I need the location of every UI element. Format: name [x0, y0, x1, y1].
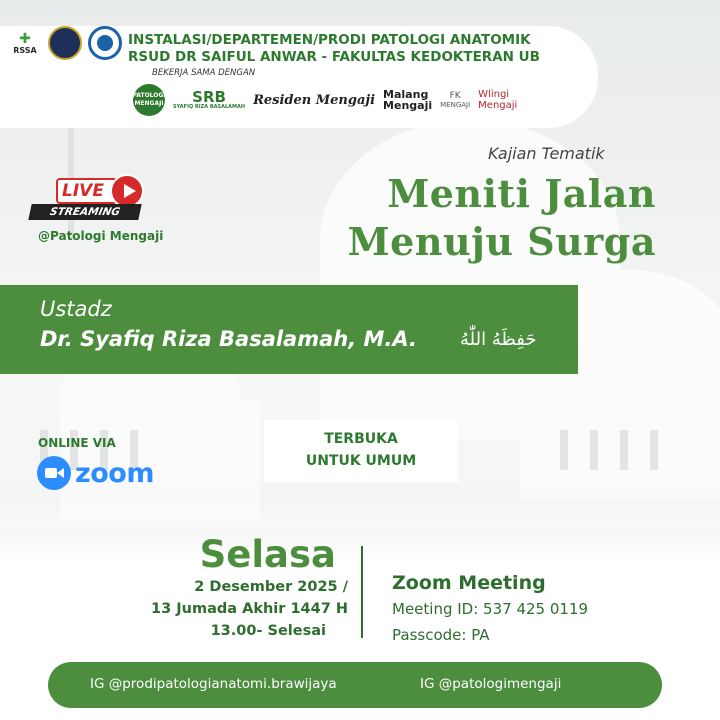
instagram-handle-prodi: IG @prodipatologianatomi.brawijaya — [90, 676, 337, 692]
partner-1-line1: SRB — [192, 88, 226, 106]
instagram-handle-patologi-mengaji: IG @patologimengaji — [420, 676, 562, 692]
speaker-name: Dr. Syafiq Riza Basalamah, M.A. — [40, 327, 418, 351]
partner-patologi-mengaji-logo — [133, 84, 165, 116]
zoom-passcode: Passcode: PA — [392, 626, 490, 644]
play-icon — [110, 174, 144, 208]
event-time: 13.00- Selesai — [210, 623, 326, 639]
partner-wlingi-mengaji-logo — [478, 85, 517, 115]
event-day: Selasa — [199, 533, 336, 576]
institution-title — [128, 32, 540, 66]
schedule-block — [151, 534, 348, 642]
event-hijri-date: 13 Jumada Akhir 1447 H — [151, 601, 348, 617]
speaker-band — [0, 285, 578, 374]
event-title-line2: Menuju Surga — [347, 219, 656, 264]
event-title-line1: Meniti Jalan — [387, 171, 656, 216]
partner-logos — [133, 84, 517, 116]
open-line2: UNTUK UMUM — [305, 453, 417, 469]
speaker-honorific: Ustadz — [40, 297, 112, 321]
zoom-wordmark: zoom — [75, 457, 154, 489]
partner-0-line2: MENGAJI — [134, 100, 164, 107]
ub-crest-logo — [48, 26, 82, 60]
zoom-meeting-info — [392, 570, 588, 648]
online-via-label: ONLINE VIA — [38, 436, 116, 450]
partner-3-line2: Mengaji — [383, 99, 433, 112]
header-card — [0, 26, 598, 128]
institution-line2: RSUD DR SAIFUL ANWAR - FAKULTAS KEDOKTERAN UB — [128, 49, 540, 65]
instagram-handle: @Patologi Mengaji — [38, 229, 164, 243]
partner-3-line1: Malang — [383, 88, 429, 101]
zoom-meeting-title: Zoom Meeting — [392, 572, 546, 594]
rssa-logo: ✚ RSSA — [13, 30, 37, 55]
footer-bar — [48, 662, 662, 708]
partner-1-line2: SYAFIQ RIZA BASALAMAH — [173, 104, 246, 110]
partner-2-line1: Residen — [253, 92, 312, 108]
schedule-divider — [361, 546, 363, 638]
partner-2-line2: Mengaji — [315, 92, 376, 108]
zoom-logo — [37, 456, 154, 490]
partner-malang-mengaji-logo — [383, 85, 432, 115]
partner-0-line1: PATOLOGI — [132, 92, 166, 99]
partner-fk-mengaji-logo — [440, 85, 470, 115]
partner-residen-mengaji-logo — [253, 85, 375, 115]
institution-line1: INSTALASI/DEPARTEMEN/PRODI PATOLOGI ANATOMIK — [128, 32, 531, 48]
partnership-label: BEKERJA SAMA DENGAN — [152, 68, 256, 78]
institution-logos — [8, 26, 122, 60]
open-to-public-box — [264, 420, 458, 482]
zoom-camera-icon — [37, 456, 71, 490]
arabic-blessing: حَفِظَهُ اللّٰهُ — [460, 329, 537, 350]
streaming-label: STREAMING — [28, 204, 141, 220]
live-streaming-badge — [30, 172, 148, 222]
event-series: Kajian Tematik — [488, 144, 605, 163]
partner-5-line2: Mengaji — [478, 100, 518, 111]
event-title — [348, 170, 656, 266]
open-line1: TERBUKA — [324, 431, 398, 447]
zoom-meeting-id: Meeting ID: 537 425 0119 — [392, 600, 589, 618]
pathology-dept-logo — [88, 26, 122, 60]
rssa-logo-text: RSSA — [13, 45, 37, 55]
partner-4-line2: MENGAJI — [440, 101, 471, 109]
partner-srb-logo — [173, 85, 245, 115]
partner-4-line1: FK — [449, 91, 461, 101]
live-label: LIVE — [56, 178, 118, 204]
event-date: 2 Desember 2025 / — [194, 579, 348, 595]
partner-5-line1: Wlingi — [478, 89, 510, 100]
